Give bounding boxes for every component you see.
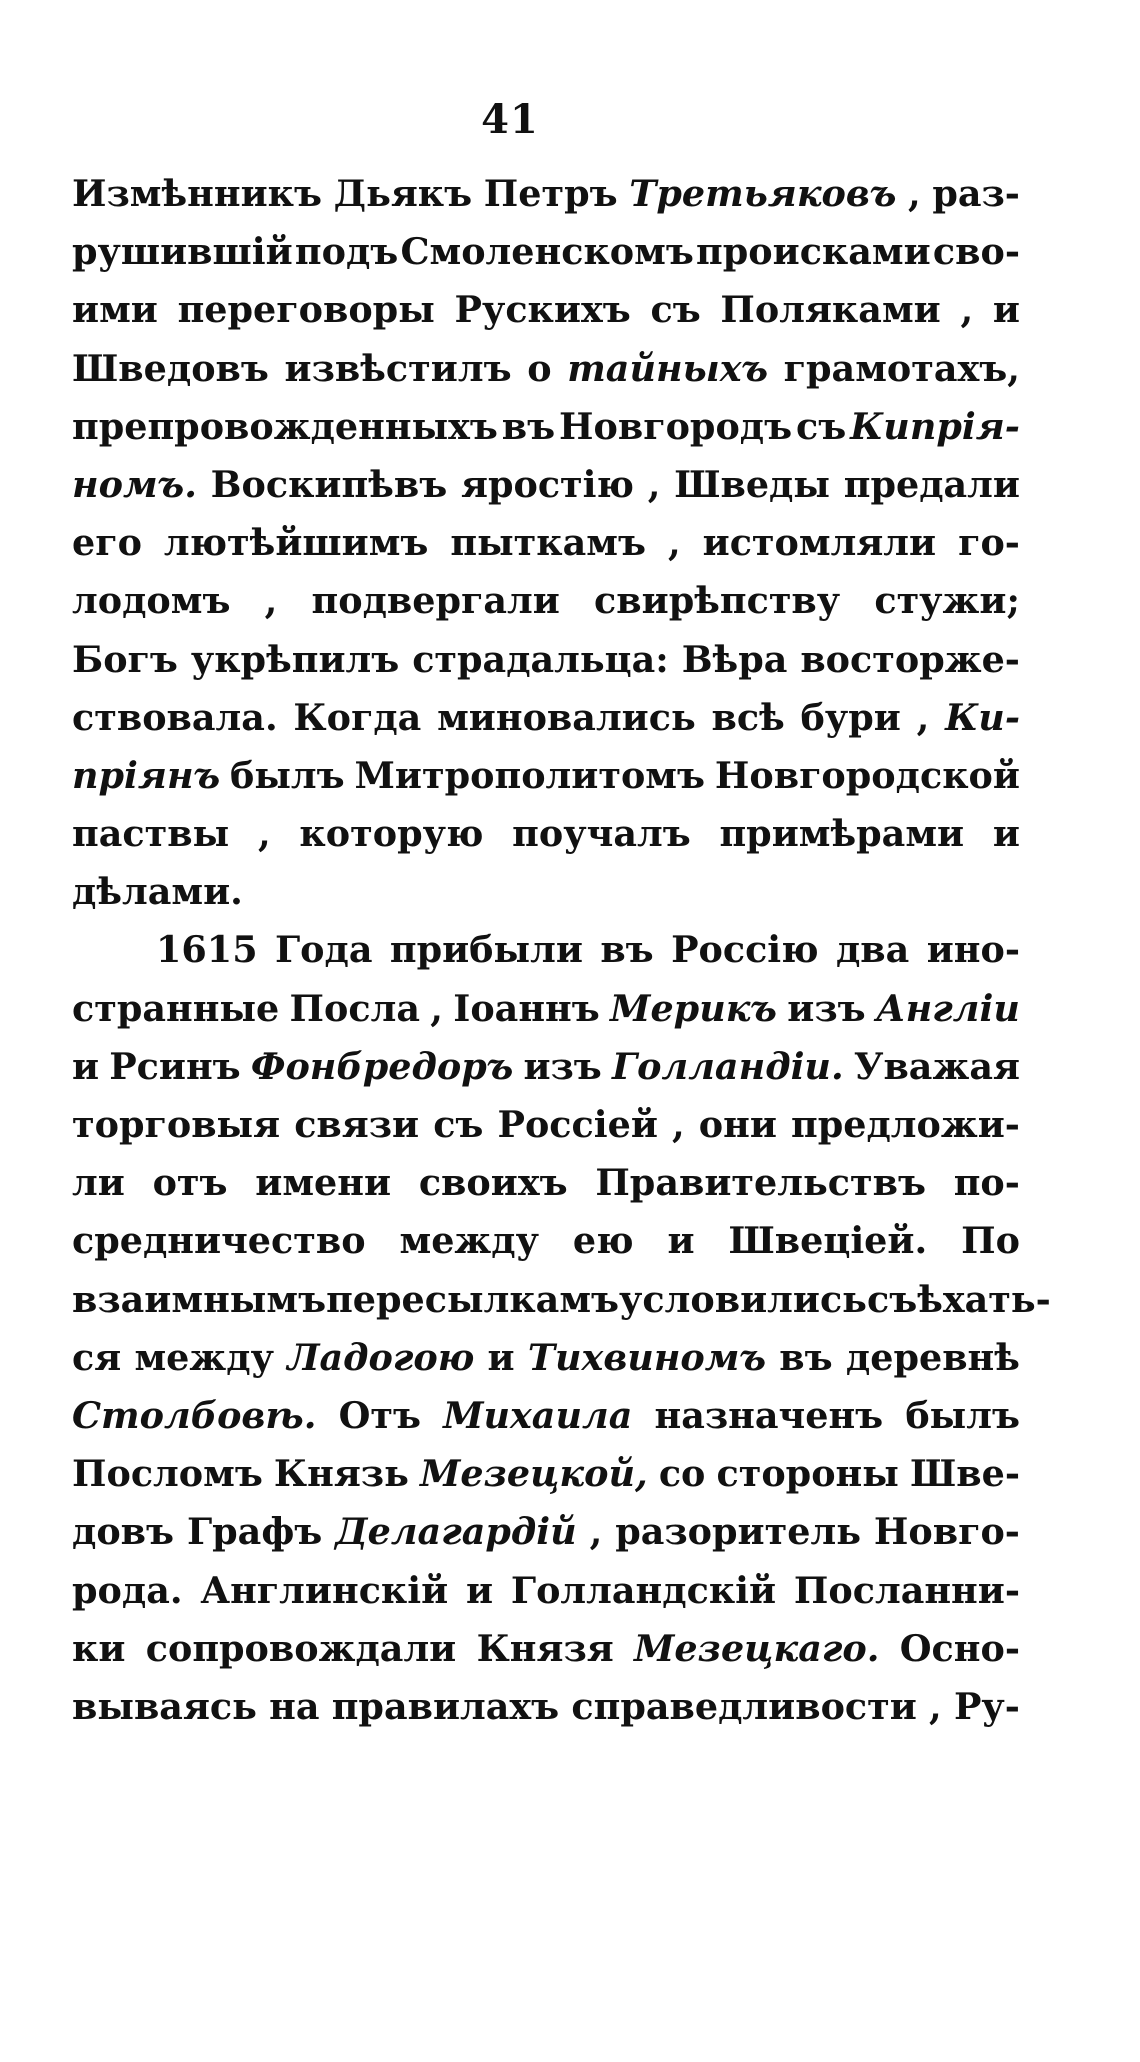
body-text xyxy=(72,165,1051,1736)
word: Поляками xyxy=(720,288,941,332)
word: Ру- xyxy=(953,1684,1020,1728)
word: Михаила xyxy=(443,1393,633,1437)
word: , xyxy=(960,288,974,332)
word: Митрополитомъ xyxy=(354,753,706,797)
word: стороны xyxy=(716,1452,899,1496)
text-line xyxy=(72,456,1020,514)
word: Россіей xyxy=(497,1103,658,1146)
word: деревнѣ xyxy=(845,1335,1020,1379)
word: Новго- xyxy=(873,1510,1020,1554)
word: въ xyxy=(779,1335,833,1379)
word: Мезецкаго. xyxy=(634,1626,880,1670)
text-line xyxy=(72,689,1020,747)
word: го- xyxy=(958,521,1020,565)
word: Когда xyxy=(293,695,422,739)
word: Россію xyxy=(671,928,819,972)
word: ими xyxy=(72,288,158,332)
text-line xyxy=(72,1503,1020,1561)
word: паствы xyxy=(72,812,230,856)
text-line xyxy=(72,1329,1020,1387)
word: рушившій xyxy=(72,230,293,274)
word: укрѣпилъ xyxy=(190,637,400,681)
word: , xyxy=(667,521,681,565)
page-number: 41 xyxy=(481,96,539,143)
word: лодомъ xyxy=(72,579,231,623)
word: Столбовѣ. xyxy=(72,1393,317,1437)
word: Уважая xyxy=(853,1044,1020,1088)
text-line xyxy=(72,1271,1051,1329)
word: Правительствъ xyxy=(595,1161,926,1205)
word: Смоленскомъ xyxy=(400,230,694,274)
word: ли xyxy=(72,1161,125,1205)
word: на xyxy=(269,1684,320,1728)
word: Мезецкой, xyxy=(419,1452,648,1496)
word: сопровождали xyxy=(145,1626,457,1670)
word: , xyxy=(257,812,271,856)
word: Шве- xyxy=(909,1452,1020,1496)
word: дѣлами. xyxy=(72,870,243,914)
word: предложи- xyxy=(791,1103,1020,1146)
word: , xyxy=(908,172,921,215)
word: Посланни- xyxy=(793,1568,1020,1612)
word: Осно- xyxy=(899,1626,1020,1670)
word: Князя xyxy=(476,1626,614,1670)
word: восторже- xyxy=(800,637,1020,681)
word: разоритель xyxy=(615,1510,861,1554)
word: ся xyxy=(72,1335,122,1379)
text-line xyxy=(72,863,1020,921)
word: Новгородъ xyxy=(559,404,793,448)
word: ки xyxy=(72,1626,126,1670)
word: Рсинъ xyxy=(109,1044,241,1088)
word: Года xyxy=(274,928,373,972)
word: два xyxy=(835,928,910,972)
word: торговыя xyxy=(72,1103,281,1146)
word: они xyxy=(698,1103,777,1146)
word: свирѣпству xyxy=(594,579,841,623)
word: и xyxy=(667,1219,695,1263)
paragraph xyxy=(72,921,1051,1736)
word: бури xyxy=(800,695,901,739)
word: переговоры xyxy=(177,288,435,332)
text-line xyxy=(72,805,1020,863)
word: рода. xyxy=(72,1568,183,1612)
word: Вѣра xyxy=(681,637,788,681)
word: препровожденныхъ xyxy=(72,404,498,448)
text-line xyxy=(72,281,1020,339)
word: Кипрія- xyxy=(850,404,1020,448)
text-line xyxy=(72,1212,1020,1270)
text-line xyxy=(72,398,1020,456)
word: съ xyxy=(650,288,701,332)
word: Тихвиномъ xyxy=(527,1335,767,1379)
word: подъ xyxy=(294,230,399,274)
text-line xyxy=(72,1038,1020,1096)
word: пересылкамъ xyxy=(326,1277,620,1321)
word: отъ xyxy=(152,1161,228,1205)
word: изъ xyxy=(787,986,866,1030)
text-line xyxy=(72,340,1020,398)
text-line xyxy=(72,514,1020,572)
word: истомляли xyxy=(702,521,937,565)
text-line xyxy=(72,1096,1020,1154)
word: пыткамъ xyxy=(450,521,647,565)
word: въ xyxy=(501,404,556,448)
word: сво- xyxy=(932,230,1020,274)
word: своихъ xyxy=(418,1161,568,1205)
word: и xyxy=(466,1568,494,1612)
word: Измѣнникъ xyxy=(72,172,323,215)
word: Петръ xyxy=(483,172,618,215)
word: извѣстилъ xyxy=(284,346,512,390)
word: между xyxy=(134,1335,274,1379)
word: ино- xyxy=(926,928,1020,972)
word: Голландіи. xyxy=(611,1044,844,1088)
word: Воскипѣвъ xyxy=(210,462,448,506)
word: 1615 xyxy=(156,928,258,972)
word: имени xyxy=(255,1161,392,1205)
word: , xyxy=(264,579,278,623)
word: и xyxy=(72,1044,100,1088)
word: , xyxy=(430,986,443,1030)
word: странные xyxy=(72,986,280,1030)
word: Посла xyxy=(289,986,420,1030)
word: Голландскій xyxy=(510,1568,777,1612)
word: его xyxy=(72,521,142,565)
word: Ки- xyxy=(945,695,1020,739)
word: Англіи xyxy=(875,986,1020,1030)
text-line xyxy=(72,747,1020,805)
word: прибыли xyxy=(389,928,583,972)
word: яростію xyxy=(461,462,634,506)
word: назначенъ xyxy=(654,1393,884,1437)
word: предали xyxy=(843,462,1020,506)
word: ствовала. xyxy=(72,695,278,739)
word: средничество xyxy=(72,1219,366,1263)
word: связи xyxy=(294,1103,420,1146)
word: о xyxy=(527,346,552,390)
word: по- xyxy=(953,1161,1020,1205)
word: Новгородской xyxy=(714,753,1020,797)
word: довъ xyxy=(72,1510,175,1554)
word: тайныхъ xyxy=(567,346,769,390)
word: Англинскій xyxy=(200,1568,449,1612)
word: Делагардій xyxy=(335,1510,577,1554)
word: , xyxy=(647,462,661,506)
word: которую xyxy=(299,812,484,856)
word: взаимнымъ xyxy=(72,1277,327,1321)
text-line xyxy=(72,165,1020,223)
word: Богъ xyxy=(72,637,178,681)
text-line xyxy=(72,1154,1020,1212)
word: Графъ xyxy=(186,1510,323,1554)
word: , xyxy=(589,1510,603,1554)
text-line xyxy=(72,921,1020,979)
word: былъ xyxy=(229,753,345,797)
word: пріянъ xyxy=(72,753,221,797)
word: , xyxy=(916,695,930,739)
word: Шведы xyxy=(674,462,830,506)
word: былъ xyxy=(905,1393,1020,1437)
word: , xyxy=(672,1103,685,1146)
text-line xyxy=(72,572,1020,630)
text-line xyxy=(72,1678,1020,1736)
text-line xyxy=(72,631,1020,689)
word: и xyxy=(487,1335,515,1379)
word: Князь xyxy=(273,1452,409,1496)
word: лютѣйшимъ xyxy=(163,521,429,565)
word: Шведовъ xyxy=(72,346,269,390)
word: съѣхать- xyxy=(866,1277,1051,1321)
word: миновались xyxy=(437,695,696,739)
word: поучалъ xyxy=(512,812,691,856)
word: и xyxy=(992,288,1020,332)
word: всѣ xyxy=(711,695,785,739)
word: со xyxy=(658,1452,706,1496)
word: подвергали xyxy=(311,579,560,623)
word: Посломъ xyxy=(72,1452,263,1496)
word: съ xyxy=(796,404,847,448)
word: страдальца: xyxy=(412,637,669,681)
word: и xyxy=(992,812,1020,856)
text-line xyxy=(72,1562,1020,1620)
word: ею xyxy=(572,1219,634,1263)
word: примѣрами xyxy=(719,812,965,856)
word: съ xyxy=(433,1103,484,1146)
word: , xyxy=(929,1684,942,1728)
word: Мерикъ xyxy=(610,986,777,1030)
text-line xyxy=(72,980,1020,1038)
word: правилахъ xyxy=(331,1684,560,1728)
word: Рускихъ xyxy=(454,288,631,332)
word: между xyxy=(399,1219,539,1263)
text-line xyxy=(72,1387,1020,1445)
word: въ xyxy=(600,928,654,972)
word: грамотахъ, xyxy=(783,346,1020,390)
text-line xyxy=(72,1445,1020,1503)
word: происками xyxy=(696,230,931,274)
word: Іоаннъ xyxy=(453,986,600,1030)
text-line xyxy=(72,1620,1020,1678)
word: Фонбредоръ xyxy=(250,1044,514,1088)
word: Третьяковъ xyxy=(629,172,897,215)
word: справедливости xyxy=(571,1684,917,1728)
word: Ладогою xyxy=(287,1335,475,1379)
paragraph xyxy=(72,165,1020,921)
word: стужи; xyxy=(874,579,1020,623)
word: По xyxy=(961,1219,1020,1263)
word: условились xyxy=(619,1277,867,1321)
word: Швеціей. xyxy=(728,1219,928,1263)
word: раз- xyxy=(932,172,1020,215)
word: вываясь xyxy=(72,1684,257,1728)
word: изъ xyxy=(523,1044,602,1088)
word: Дьякъ xyxy=(333,172,473,215)
word: номъ. xyxy=(72,462,197,506)
word: Отъ xyxy=(338,1393,421,1437)
text-line xyxy=(72,223,1020,281)
